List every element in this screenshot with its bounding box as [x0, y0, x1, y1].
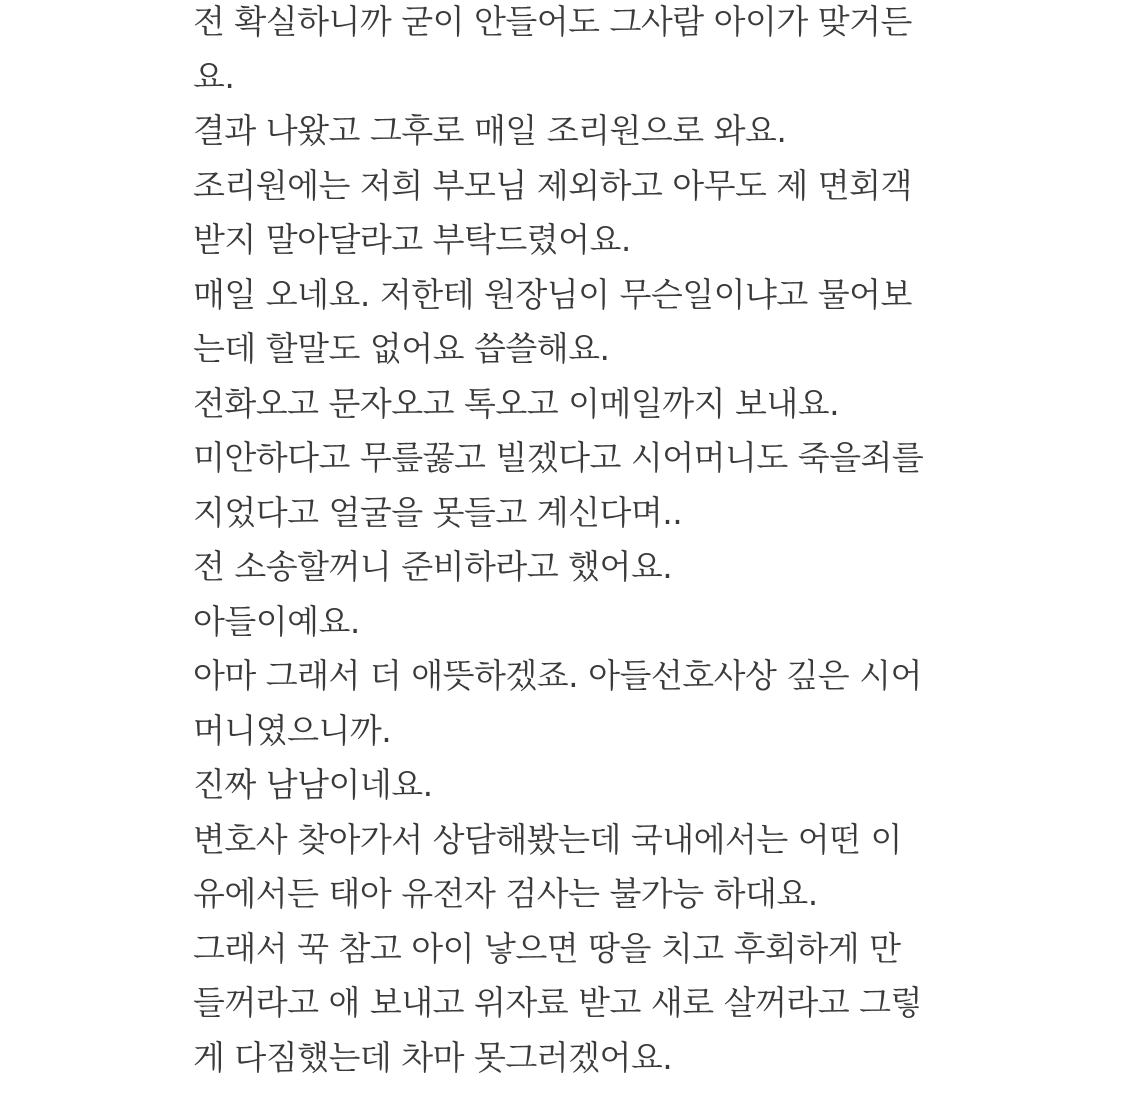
- text-line: 전 소송할꺼니 준비하라고 했어요.: [193, 547, 673, 586]
- document-text: [193, 0, 933, 1085]
- text-line: 미안하다고 무릎꿇고 빌겠다고 시어머니도 죽을죄를: [193, 438, 924, 477]
- text-line: 들꺼라고 애 보내고 위자료 받고 새로 살꺼라고 그렇: [193, 983, 922, 1022]
- text-line: 전 확실하니까 굳이 안들어도 그사람 아이가 맞거든: [193, 2, 912, 41]
- text-line: 변호사 찾아가서 상담해봤는데 국내에서는 어떤 이: [193, 819, 902, 859]
- text-line: 게 다짐했는데 차마 못그러겠어요.: [193, 1037, 673, 1077]
- text-line: 매일 오네요. 저한테 원장님이 무슨일이냐고 물어보: [193, 274, 912, 314]
- text-line: 조리원에는 저희 부모님 제외하고 아무도 제 면회객: [193, 165, 912, 205]
- text-line: 전화오고 문자오고 톡오고 이메일까지 보내요.: [193, 383, 840, 423]
- text-line: 아들이예요.: [193, 601, 360, 641]
- text-line: 아마 그래서 더 애뜻하겠죠. 아들선호사상 깊은 시어: [193, 656, 922, 695]
- text-line: 결과 나왔고 그후로 매일 조리원으로 와요.: [193, 111, 787, 150]
- text-line: 는데 할말도 없어요 씁쓸해요.: [193, 329, 610, 368]
- text-line: 지었다고 얼굴을 못들고 계신다며..: [193, 492, 683, 532]
- text-line: 요.: [193, 56, 235, 96]
- text-line: 유에서든 태아 유전자 검사는 불가능 하대요.: [193, 874, 818, 913]
- text-line: 머니였으니까.: [193, 710, 392, 750]
- text-line: 받지 말아달라고 부탁드렸어요.: [193, 220, 631, 259]
- text-line: 진짜 남남이네요.: [193, 765, 433, 804]
- text-line: 그래서 꾹 참고 아이 낳으면 땅을 치고 후회하게 만: [193, 928, 901, 968]
